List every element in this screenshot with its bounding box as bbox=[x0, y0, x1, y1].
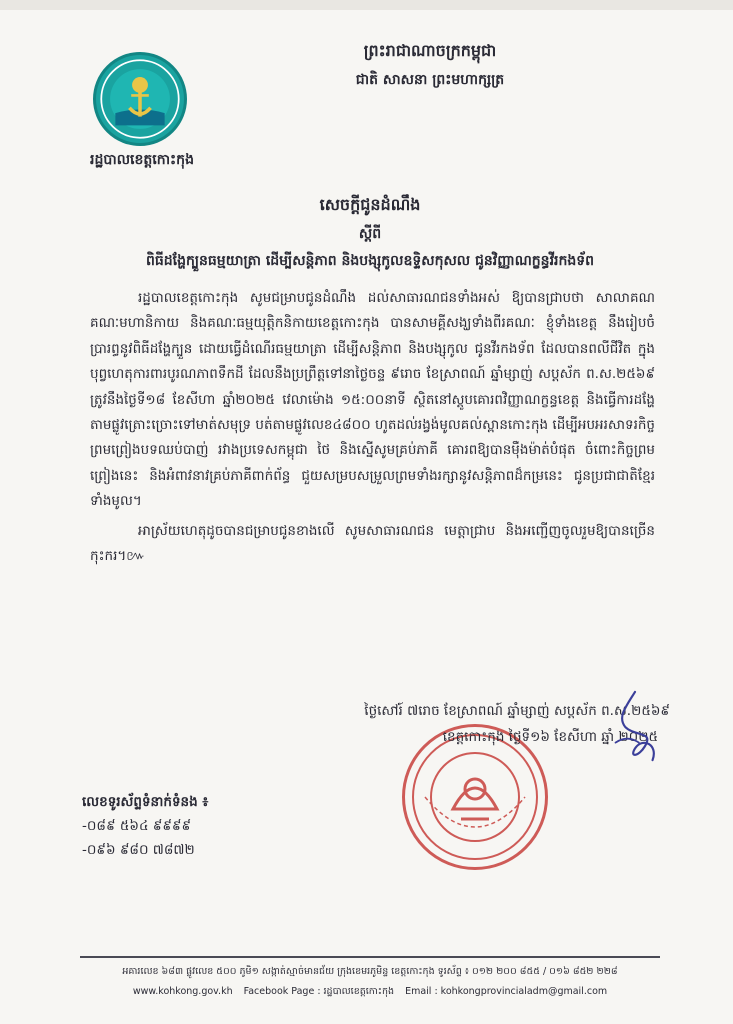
handwritten-signature bbox=[596, 688, 674, 766]
footer bbox=[80, 962, 660, 1002]
provincial-emblem-icon bbox=[93, 52, 187, 146]
kingdom-title: ព្រះរាជាណាចក្រកម្ពុជា bbox=[363, 41, 497, 60]
footer-facebook[interactable]: Facebook Page : រដ្ឋបាលខេត្តកោះកុង bbox=[243, 986, 395, 997]
body-paragraph-1: រដ្ឋបាលខេត្តកោះកុង សូមជម្រាបជូនដំណឹង ដល់សាធារណជនទាំងអស់ ឱ្យបានជ្រាបថា សាលាគណ គណៈមហានិកាយ និងគណៈធម្មយុត្តិកនិកាយខេត្តកោះកុង បានសាមគ្គីសង្ឃទាំងពីរគណៈ ខ្ញុំទាំងខេត្ត នឹងរៀបចំប្រារព្ធនូវពិធីដង្ហែក្បួន ដោយធ្វើដំណើរធម្មយាត្រា ដើម្បីសន្តិភាព និងបង្សុកូល ជូនវីរកងទ័ព ដែលបានពលីជីវិត ក្នុងបុព្វហេតុការពារបូរណភាពទឹកដី ដែលនឹងប្រព្រឹត្តទៅនាថ្ងៃចន្ទ ៩រោច ខែស្រាពណ៍ ឆ្នាំម្សាញ់ សប្តស័ក ព.ស.២៥៦៩ ត្រូវនឹងថ្ងៃទី១៨ ខែសីហា ឆ្នាំ២០២៥ វេលាម៉ោង ១៥:០០នាទី ស្ថិតនៅស្តូបគោរពវិញ្ញាណក្ខន្ធខេត្ត និងធ្វើការដង្ហែតាមផ្លូវត្រោះច្រោះទៅមាត់សមុទ្រ បត់តាមផ្លូវលេខ៤៨០០ ហូតដល់រង្វង់មូលគល់ស្ពានកោះកុង ដើម្បីអបអរសាទរកិច្ចព្រមព្រៀងបទឈប់បាញ់ រវាងប្រទេសកម្ពុជា ថៃ និងស្នើសូមគ្រប់ភាគី គោរពឱ្យបានម៉ឺងម៉ាត់បំផុត ចំពោះកិច្ចព្រមព្រៀងនេះ និងអំពាវនាវគ្រប់ភាគីពាក់ព័ន្ធ ជួយសម្របសម្រួលព្រមទាំងរក្សានូវសន្តិភាពដ៏កម្រនេះ ជូនប្រជាជាតិខ្មែរទាំងមូល។ bbox=[90, 290, 655, 510]
footer-divider bbox=[80, 956, 660, 958]
contact-block bbox=[82, 790, 208, 862]
footer-links bbox=[80, 982, 660, 1002]
notice-heading bbox=[120, 194, 620, 272]
notice-title: សេចក្តីជូនដំណឹង bbox=[319, 195, 421, 214]
administration-name: រដ្ឋបាលខេត្តកោះកុង bbox=[90, 152, 194, 168]
contact-phone: -០៨៩ ៥៦៤ ៩៩៩៩ bbox=[82, 818, 192, 834]
contact-title: លេខទូរស័ព្ទទំនាក់ទំនង ៖ bbox=[82, 794, 209, 810]
body-paragraph-2: អាស្រ័យហេតុដូចបានជម្រាបជូនខាងលើ សូមសាធារណជន មេត្តាជ្រាប និងអញ្ជើញចូលរួមឱ្យបានច្រើនកុះករ។៚ bbox=[90, 522, 655, 565]
footer-website[interactable]: www.kohkong.gov.kh bbox=[132, 986, 233, 997]
lunar-date: ថ្ងៃសៅរ៍ ៧រោច ខែស្រាពណ៍ ឆ្នាំម្សាញ់ សប្តស័ក ព.ស.២៥៦៩ bbox=[364, 703, 670, 719]
national-motto: ជាតិ សាសនា ព្រះមហាក្សត្រ bbox=[355, 72, 505, 88]
contact-phone: -០៩៦ ៩៨០ ៧៨៧២ bbox=[82, 842, 195, 858]
notice-body bbox=[90, 286, 655, 569]
notice-subtitle: ស្តីពី bbox=[358, 226, 382, 242]
scan-edge bbox=[0, 0, 733, 10]
notice-topic: ពិធីដង្ហែក្បួនធម្មយាត្រា ដើម្បីសន្តិភាព និងបង្សុកូលឧទ្ទិសកុសល ជូនវិញ្ញាណក្ខន្ធវីរកងទ័ព bbox=[145, 253, 595, 269]
solar-date: ខេត្តកោះកុង ថ្ងៃទី១៦ ខែសីហា ឆ្នាំ ២០២៥ bbox=[442, 729, 658, 745]
footer-email[interactable]: Email : kohkongprovincialadm@gmail.com bbox=[405, 986, 608, 997]
kingdom-heading bbox=[220, 40, 640, 91]
footer-address: អគារលេខ ៦៨៣ ផ្លូវលេខ ៥០០ ភូមិ១ សង្កាត់ស្មាច់មានជ័យ ក្រុងខេមរភូមិន្ទ ខេត្តកោះកុង ទូរស័ព្ទ ៖ ០១២ ២០០ ៨៥៥ / ០១៦ ៨៥២ ២២៨ bbox=[122, 966, 618, 977]
